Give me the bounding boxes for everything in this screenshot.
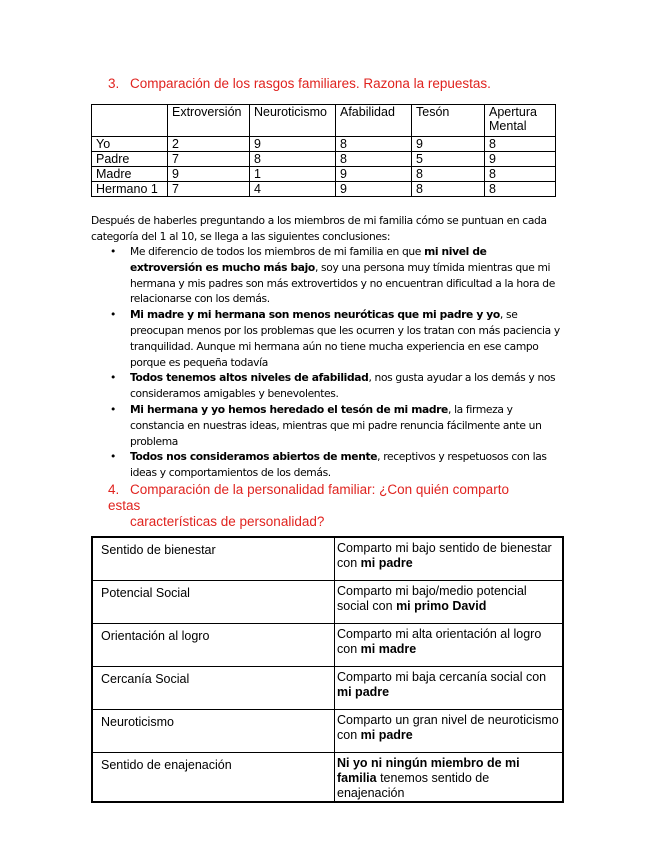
section-3-heading (108, 76, 491, 92)
comparison-cell: Comparto mi alta orientación al logro con mi madre (335, 624, 564, 667)
cell-value: 9 (412, 137, 485, 152)
table-row (92, 167, 556, 182)
table-row (92, 753, 563, 803)
list-item: • Me diferencio de todos los miembros de mi familia en que mi nivel de extroversión es mucho más bajo, soy una persona muy tímida mientras que mi hermana y mis padres son más extrovertidos y no encuentran dificultad a la hora de relacionarse con los demás. (110, 245, 555, 306)
section-3-number: 3. (108, 76, 120, 91)
cell-value: 7 (168, 152, 250, 167)
personality-comparison-table (91, 536, 564, 803)
header-cell: Tesón (412, 105, 485, 137)
cell-value: 8 (485, 137, 556, 152)
cell-value: 9 (485, 152, 556, 167)
section-4-title-line-2: características de personalidad? (130, 514, 325, 529)
table-row (92, 137, 556, 152)
header-cell: Apertura Mental (485, 105, 556, 137)
list-item: • Todos tenemos altos niveles de afabilidad, nos gusta ayudar a los demás y nos consideramos amigables y benevolentes. (110, 371, 556, 401)
header-cell: Extroversión (168, 105, 250, 137)
conclusions-intro (91, 213, 571, 245)
trait-cell: Cercanía Social (92, 667, 335, 710)
comparison-cell: Comparto mi baja cercanía social con mi padre (335, 667, 564, 710)
list-item: • Mi hermana y yo hemos heredado el tesón de mi madre, la firmeza y constancia en nuestras ideas, mientras que mi padre renuncia fácilmente ante un problema (110, 402, 542, 448)
cell-value: 8 (412, 182, 485, 197)
table-row (92, 624, 563, 667)
trait-cell: Potencial Social (92, 581, 335, 624)
table-row (92, 581, 563, 624)
header-cell (92, 105, 168, 137)
list-item: • Mi madre y mi hermana son menos neuróticas que mi padre y yo, se preocupan menos por los problemas que les ocurren y los tratan con más paciencia y tranquilidad. Aunque mi hermana aún no tiene mucha experiencia en ese campo porque es pequeña todavía (110, 308, 560, 369)
cell-value: 9 (336, 182, 412, 197)
cell-value: 8 (336, 137, 412, 152)
cell-value: 8 (485, 167, 556, 182)
section-3-title: Comparación de los rasgos familiares. Razona la repuestas. (130, 76, 491, 91)
comparison-cell: Ni yo ni ningún miembro de mi familia tenemos sentido de enajenación (335, 753, 564, 803)
bullet-icon: • (110, 450, 116, 464)
row-label: Madre (92, 167, 168, 182)
trait-cell: Sentido de bienestar (92, 537, 335, 581)
cell-value: 7 (168, 182, 250, 197)
row-label: Hermano 1 (92, 182, 168, 197)
cell-value: 4 (250, 182, 336, 197)
conclusions-list (110, 244, 560, 481)
comparison-cell: Comparto un gran nivel de neuroticismo con mi padre (335, 710, 564, 753)
table-row (92, 667, 563, 710)
list-item: • Todos nos consideramos abiertos de mente, receptivos y respetuosos con las ideas y comportamientos de los demás. (110, 450, 547, 480)
table-row (92, 152, 556, 167)
cell-value: 8 (250, 152, 336, 167)
cell-value: 5 (412, 152, 485, 167)
comparison-cell: Comparto mi bajo sentido de bienestar con mi padre (335, 537, 564, 581)
trait-cell: Orientación al logro (92, 624, 335, 667)
cell-value: 9 (250, 137, 336, 152)
intro-line: Después de haberles preguntando a los miembros de mi familia cómo se puntuan en cada (91, 214, 547, 227)
section-4-number: 4. (108, 482, 120, 497)
intro-line: categoría del 1 al 10, se llega a las siguientes conclusiones: (91, 230, 391, 243)
table-row (92, 182, 556, 197)
bullet-icon: • (110, 308, 116, 322)
header-cell: Neuroticismo (250, 105, 336, 137)
header-cell: Afabilidad (336, 105, 412, 137)
bullet-icon: • (110, 371, 116, 385)
bullet-icon: • (110, 245, 116, 258)
cell-value: 8 (412, 167, 485, 182)
table-row (92, 710, 563, 753)
trait-cell: Sentido de enajenación (92, 753, 335, 803)
cell-value: 9 (336, 167, 412, 182)
cell-value: 1 (250, 167, 336, 182)
bullet-icon: • (110, 402, 116, 416)
trait-cell: Neuroticismo (92, 710, 335, 753)
section-4-title-line-1: Comparación de la personalidad familiar: ¿Con quién comparto estas (108, 482, 509, 513)
cell-value: 9 (168, 167, 250, 182)
family-traits-table (91, 104, 556, 197)
row-label: Padre (92, 152, 168, 167)
table-header-row (92, 105, 556, 137)
row-label: Yo (92, 137, 168, 152)
cell-value: 8 (485, 182, 556, 197)
cell-value: 8 (336, 152, 412, 167)
table-row (92, 537, 563, 581)
comparison-cell: Comparto mi bajo/medio potencial social con mi primo David (335, 581, 564, 624)
cell-value: 2 (168, 137, 250, 152)
section-4-heading (108, 482, 538, 530)
